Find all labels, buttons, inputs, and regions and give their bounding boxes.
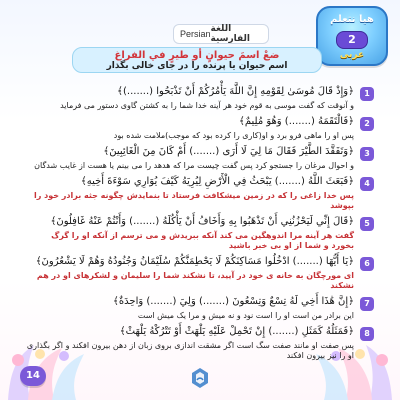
exercise-persian: این برادر من است او را است نود و نه میش و مرا یک میش است bbox=[137, 311, 354, 320]
exercise-persian: پس خدا زاغی را که در زمین میشکافت فرستاد تا بنمایدش چگونه جثه برادر خود را بپوشد bbox=[33, 191, 354, 210]
instruction-box bbox=[72, 47, 322, 73]
exercise-persian: گفت هر آینه مرا اندوهگین می کند آنکه ببریدش و می ترسم از آنکه او را گرگ بخورد و شما از او بی خبر باشید bbox=[51, 231, 354, 250]
language-tag-fa: اللغة الفارسية bbox=[210, 24, 251, 44]
language-tag bbox=[173, 24, 269, 44]
exercise-number: 5 bbox=[360, 217, 374, 231]
exercise-arabic: ﴿وَإِذْ قَالَ مُوسَىٰ لِقَوْمِهِ إِنَّ اللَّهَ يَأْمُرُكُمْ أَنْ تَذْبَحُوا (.......)﴾ bbox=[117, 86, 354, 97]
logo-grade: 2 bbox=[336, 31, 368, 49]
exercise-item bbox=[26, 116, 374, 141]
publisher-logo-icon bbox=[188, 366, 212, 390]
instruction-arabic: ضعْ اسمَ حيوانٍ أو طيرٍ في الفراغ bbox=[114, 50, 280, 61]
exercise-list bbox=[26, 86, 374, 366]
exercise-number: 8 bbox=[360, 327, 374, 341]
exercise-persian: و آنوقت که گفت موسی به قوم خود هر آینه خدا شما را به کشتن گاوی دستور می فرماید bbox=[60, 101, 354, 110]
exercise-arabic: ﴿فَبَعَثَ اللَّهُ (.......) يَبْحَثُ فِي الْأَرْضِ لِيُرِيَهُ كَيْفَ يُوَارِي سَوْءَةَ أَخِيهِ﴾ bbox=[80, 176, 354, 187]
exercise-item bbox=[26, 176, 374, 211]
exercise-arabic: ﴿فَالْتَقَمَهُ (.......) وَهُوَ مُلِيمٌ﴾ bbox=[238, 116, 354, 127]
exercise-arabic: ﴿قَالَ إِنِّي لَيَحْزُنُنِي أَنْ تَذْهَبُوا بِهِ وَأَخَافُ أَنْ يَأْكُلَهُ (.......) وَأَنْتُمْ عَنْهُ غَافِلُونَ﴾ bbox=[50, 216, 354, 227]
exercise-item bbox=[26, 256, 374, 291]
exercise-arabic: ﴿يَا أَيُّهَا (.......) ادْخُلُوا مَسَاكِنَكُمْ لَا يَحْطِمَنَّكُمْ سُلَيْمَانُ وَجُنُودُهُ وَهُمْ لَا يَشْعُرُونَ﴾ bbox=[35, 256, 354, 267]
exercise-arabic: ﴿فَمَثَلُهُ كَمَثَلِ (.......) إِنْ تَحْمِلْ عَلَيْهِ يَلْهَثْ أَوْ تَتْرُكْهُ يَلْهَثْ﴾ bbox=[119, 326, 354, 337]
logo-subtitle: عربی bbox=[339, 50, 365, 60]
exercise-item bbox=[26, 326, 374, 361]
exercise-arabic: ﴿وَتَفَقَّدَ الطَّيْرَ فَقَالَ مَا لِيَ لَا أَرَى (.......) أَمْ كَانَ مِنَ الْغَائِبِينَ﴾ bbox=[103, 146, 354, 157]
exercise-number: 4 bbox=[360, 177, 374, 191]
exercise-number: 6 bbox=[360, 257, 374, 271]
logo-title: هيا نتعلم bbox=[330, 14, 374, 25]
exercise-number: 1 bbox=[360, 87, 374, 101]
language-tag-en: Persian bbox=[180, 29, 211, 39]
exercise-number: 3 bbox=[360, 147, 374, 161]
series-logo bbox=[316, 6, 388, 66]
exercise-item bbox=[26, 216, 374, 251]
exercise-number: 2 bbox=[360, 117, 374, 131]
page-number: 14 bbox=[20, 366, 46, 386]
exercise-arabic: ﴿إِنَّ هَٰذَا أَخِي لَهُ تِسْعٌ وَتِسْعُونَ (.......) وَلِيَ (.......) وَاحِدَةٌ﴾ bbox=[113, 296, 354, 307]
exercise-persian: پس صفت او مانند صفت سگ است اگر مشقت اندازی بروی زبان از دهن بیرون افکند و اگر بگذاری او را نیز بیرون افکند bbox=[26, 341, 354, 360]
exercise-item bbox=[26, 146, 374, 171]
exercise-persian: و احوال مرغان را جستجو کرد پس گفت چیست مرا که هدهد را می بینم یا هست از غایب شدگان bbox=[34, 161, 354, 170]
exercise-persian: ای مورچگان به خانه ی خود در آیید، تا نشکند شما را سلیمان و لشکرهای او در هم نشکند bbox=[36, 271, 354, 290]
exercise-persian: پس او را ماهی فرو برد و او(کاری را کرده بود که موجب)ملامت شده بود bbox=[113, 131, 354, 140]
exercise-item bbox=[26, 86, 374, 111]
exercise-item bbox=[26, 296, 374, 321]
exercise-number: 7 bbox=[360, 297, 374, 311]
instruction-persian: اسم حیوان یا پرنده را در جای خالی بگذار bbox=[106, 61, 288, 71]
